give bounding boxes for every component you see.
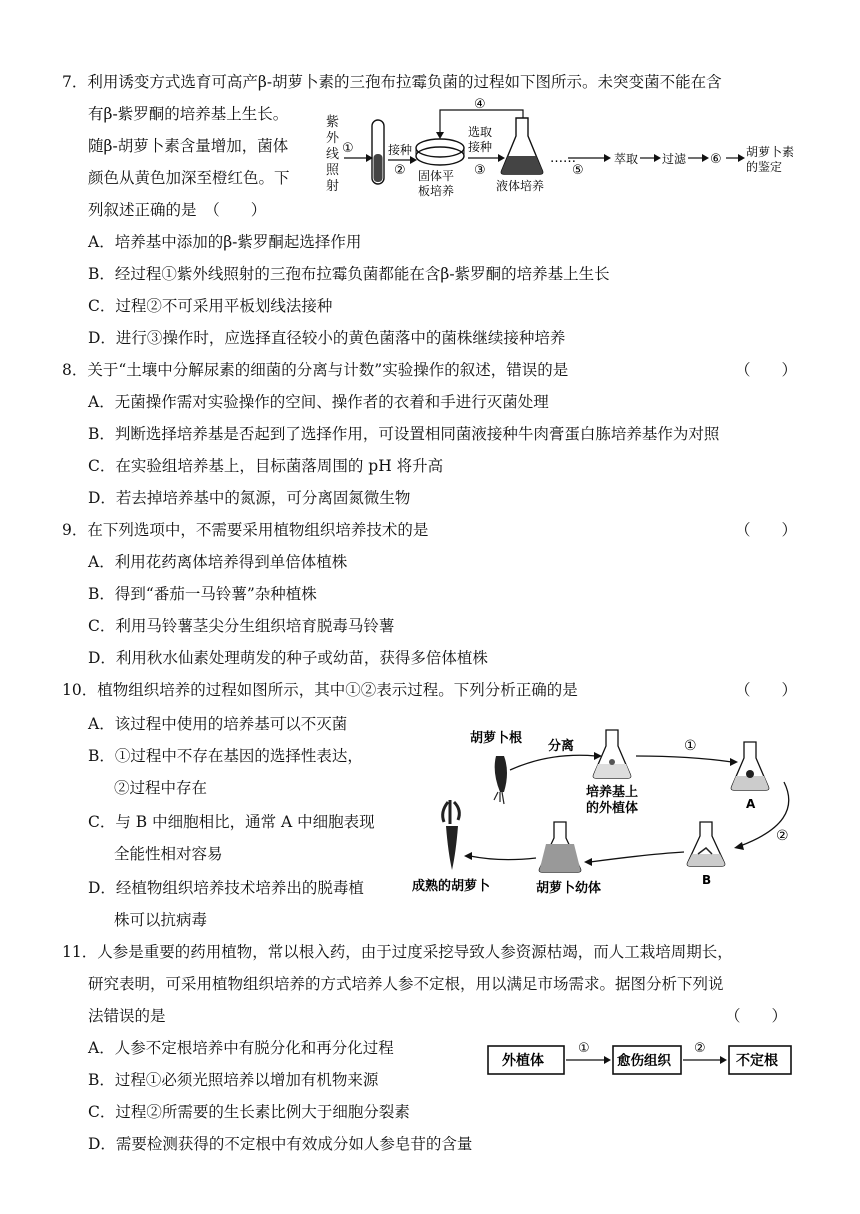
step2-label: ② xyxy=(694,1041,706,1056)
step3-label: ③ xyxy=(474,163,486,178)
q8-option-a: A．无菌操作需对实验操作的空间、操作者的衣着和手进行灭菌处理 xyxy=(88,393,549,411)
q9-option-d: D．利用秋水仙素处理萌发的种子或幼苗，获得多倍体植株 xyxy=(88,649,488,667)
q11-option-a: A．人参不定根培养中有脱分化和再分化过程 xyxy=(88,1039,394,1057)
flask-a-icon xyxy=(731,742,768,790)
separate-label: 分离 xyxy=(548,739,575,754)
extract-label: 萃取 xyxy=(614,152,639,166)
q7-line4: 颜色从黄色加深至橙红色。下 xyxy=(88,169,290,187)
filter-label: 过滤 xyxy=(662,152,687,166)
seedling-label: 胡萝卜幼体 xyxy=(536,881,602,896)
q7-option-b: B．经过程①紫外线照射的三孢布拉霉负菌都能在含β-紫罗酮的培养基上生长 xyxy=(88,265,610,283)
flask-seedling-icon xyxy=(539,822,580,872)
step1-label: ① xyxy=(684,738,697,754)
q10-answer-paren: （ ） xyxy=(735,681,798,699)
step2-label: ② xyxy=(394,163,406,178)
mature-label: 成熟的胡萝卜 xyxy=(412,879,491,894)
q8-option-b: B．判断选择培养基是否起到了选择作用，可设置相同菌液接种牛肉膏蛋白胨培养基作为对照 xyxy=(88,425,720,443)
q8-stem: 8．关于“土壤中分解尿素的细菌的分离与计数”实验操作的叙述，错误的是 xyxy=(62,361,569,379)
q7-line2: 有β-紫罗酮的培养基上生长。 xyxy=(88,105,289,123)
step5-label: ⑤ xyxy=(572,163,584,178)
q9-option-c: C．利用马铃薯茎尖分生组织培育脱毒马铃薯 xyxy=(88,617,395,635)
q10-stem: 10．植物组织培养的过程如图所示，其中①②表示过程。下列分析正确的是 xyxy=(62,681,578,699)
label-a: A xyxy=(746,797,756,811)
q11-answer-paren: （ ） xyxy=(725,1007,788,1025)
petri-dish-icon xyxy=(416,139,464,165)
q11-figure xyxy=(480,1038,800,1082)
flask-b-icon xyxy=(687,822,724,866)
q11-option-d: D．需要检测获得的不定根中有效成分如人参皂苷的含量 xyxy=(88,1135,473,1153)
q7-line5: 列叙述正确的是 （ ） xyxy=(88,201,267,219)
q10-option-d: D．经植物组织培养技术培养出的脱毒植 xyxy=(88,879,364,897)
arc-b-to-seedling xyxy=(590,852,684,862)
q10-option-b: B．①过程中不存在基因的选择性表达， xyxy=(88,747,363,765)
q11-option-c: C．过程②所需要的生长素比例大于细胞分裂素 xyxy=(88,1103,410,1121)
q10-figure xyxy=(400,712,810,912)
q11-line1: 11．人参是重要的药用植物，常以根入药，由于过度采挖导致人参资源枯竭，而人工栽培周期长， xyxy=(62,943,733,961)
q8-answer-paren: （ ） xyxy=(735,361,798,379)
plate-label: 固体平 xyxy=(418,169,455,183)
q10-option-c: C．与 B 中细胞相比，通常 A 中细胞表现 xyxy=(88,813,375,831)
q11-option-b: B．过程①必须光照培养以增加有机物来源 xyxy=(88,1071,379,1089)
select-label: 接种 xyxy=(468,140,493,154)
select-label: 选取 xyxy=(468,125,493,139)
flask-icon xyxy=(501,118,542,174)
root-label: 胡萝卜根 xyxy=(470,731,523,746)
step6-label: ⑥ xyxy=(710,152,722,167)
step4-label: ④ xyxy=(474,97,486,112)
label-b: B xyxy=(702,873,712,887)
arc-step1 xyxy=(636,756,732,762)
arc-separate xyxy=(510,755,596,770)
uv-char: 照 xyxy=(326,163,340,178)
q11-line2: 研究表明，可采用植物组织培养的方式培养人参不定根，用以满足市场需求。据图分析下列说 xyxy=(88,975,724,993)
q8-option-d: D．若去掉培养基中的氮源，可分离固氮微生物 xyxy=(88,489,411,507)
dots: …… xyxy=(550,151,576,166)
q10-option-a: A．该过程中使用的培养基可以不灭菌 xyxy=(88,715,348,733)
liquid-label: 液体培养 xyxy=(496,179,545,193)
mature-carrot-icon xyxy=(443,800,460,870)
step1-label: ① xyxy=(342,141,354,156)
q9-option-a: A．利用花药离体培养得到单倍体植株 xyxy=(88,553,348,571)
q7-option-a: A．培养基中添加的β-紫罗酮起选择作用 xyxy=(88,233,362,251)
explant-label: 的外植体 xyxy=(586,801,639,816)
step2-label: ② xyxy=(776,828,789,844)
test-tube-icon xyxy=(372,120,384,184)
q7-figure xyxy=(318,96,808,208)
q10-option-d-cont: 株可以抗病毒 xyxy=(114,911,208,929)
uv-char: 外 xyxy=(326,131,340,146)
q7-option-c: C．过程②不可采用平板划线法接种 xyxy=(88,297,333,315)
step1-label: ① xyxy=(578,1041,590,1056)
q7-line3: 随β-胡萝卜素含量增加，菌体 xyxy=(88,137,289,155)
box-callus-label: 愈伤组织 xyxy=(617,1053,671,1069)
q8-option-c: C．在实验组培养基上，目标菌落周围的 pH 将升高 xyxy=(88,457,444,475)
q9-stem: 9．在下列选项中，不需要采用植物组织培养技术的是 xyxy=(62,521,429,539)
box-explant-label: 外植体 xyxy=(502,1053,544,1069)
identify-label: 胡萝卜素 xyxy=(746,145,795,159)
plate-label: 板培养 xyxy=(418,184,455,198)
uv-char: 射 xyxy=(326,179,340,194)
explant-label: 培养基上 xyxy=(586,785,639,800)
inoculate-label: 接种 xyxy=(388,143,413,157)
q10-option-c-cont: 全能性相对容易 xyxy=(114,845,223,863)
q10-option-b-cont: ②过程中存在 xyxy=(114,779,208,797)
q9-answer-paren: （ ） xyxy=(735,521,798,539)
uv-char: 紫 xyxy=(326,115,340,130)
q11-line3: 法错误的是 xyxy=(88,1007,166,1025)
q7-line1: 7．利用诱变方式选育可高产β-胡萝卜素的三孢布拉霉负菌的过程如下图所示。未突变菌不能在含 xyxy=(62,73,722,91)
q7-option-d: D．进行③操作时，应选择直径较小的黄色菌落中的菌株继续接种培养 xyxy=(88,329,566,347)
flask-explant-icon xyxy=(593,730,630,778)
uv-char: 线 xyxy=(326,147,340,162)
q9-option-b: B．得到“番茄一马铃薯”杂种植株 xyxy=(88,585,317,603)
arc-to-mature xyxy=(470,856,536,860)
box-root-label: 不定根 xyxy=(736,1053,778,1069)
carrot-root-icon xyxy=(494,756,507,804)
identify-label: 的鉴定 xyxy=(746,160,783,174)
